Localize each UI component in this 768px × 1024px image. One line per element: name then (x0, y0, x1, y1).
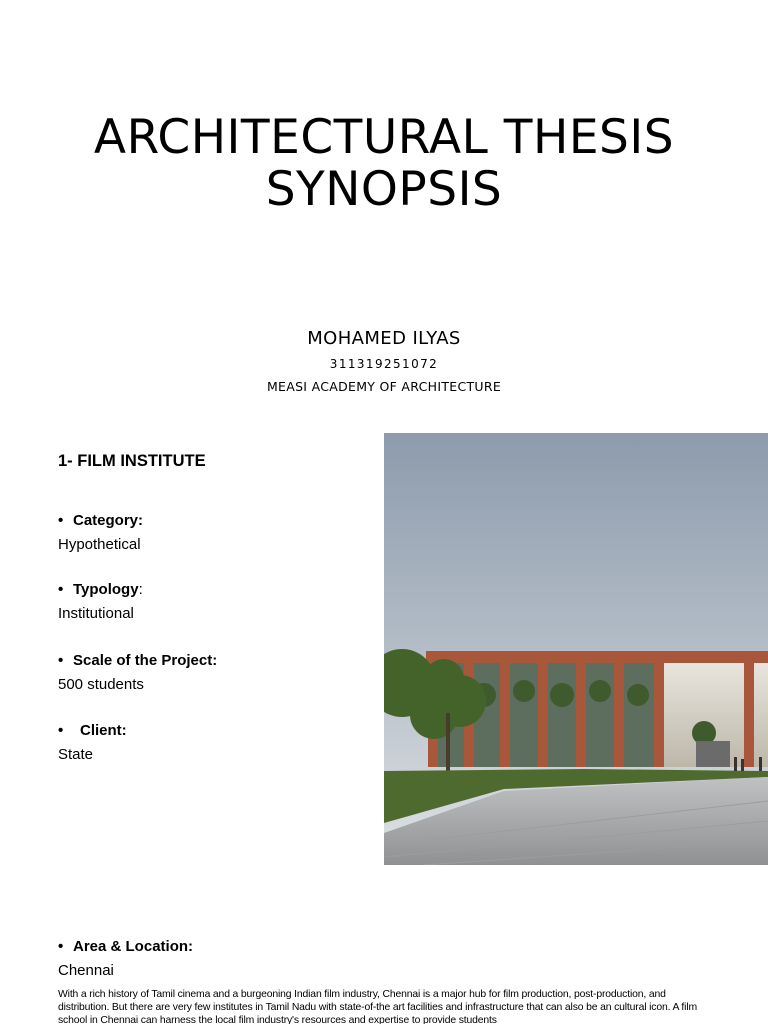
title-line-1: ARCHITECTURAL THESIS (93, 110, 675, 165)
field-label: Typology (73, 581, 139, 598)
field-client (58, 721, 127, 765)
field-label-suffix: : (138, 581, 143, 598)
bullet-icon: • (58, 512, 64, 529)
field-label: Client: (80, 722, 127, 739)
field-typology (58, 580, 143, 624)
author-school: MEASI ACADEMY OF ARCHITECTURE (266, 379, 502, 394)
field-scale (58, 651, 217, 695)
bullet-icon: • (58, 652, 64, 669)
field-value: State (58, 746, 94, 763)
field-category (58, 511, 143, 555)
field-value: Chennai (58, 962, 114, 979)
author-id: 311319251072 (329, 357, 439, 371)
field-label: Scale of the Project: (73, 652, 218, 669)
field-value: Hypothetical (58, 536, 141, 553)
field-label: Category: (73, 512, 144, 529)
field-value: Institutional (58, 605, 134, 622)
field-label: Area & Location: (73, 938, 194, 955)
author-name: MOHAMED ILYAS (307, 328, 461, 349)
document-title (0, 112, 768, 216)
field-value: 500 students (58, 676, 144, 693)
project-heading: 1- FILM INSTITUTE (58, 452, 206, 470)
bullet-icon: • (58, 938, 64, 955)
building-rendering-image (384, 433, 768, 865)
project-description: With a rich history of Tamil cinema and a burgeoning Indian film industry, Chennai is a major hub for film production, post-production, and distribution. But there are very few institutes in Tamil Nadu with state-of-the art facilities and infrastructure that can also be an cultural icon. A film school in Chennai can harness the local film industry's resources and expertise to provide students (58, 989, 697, 1024)
title-line-2: SYNOPSIS (265, 162, 503, 217)
bullet-icon: • (58, 722, 64, 739)
field-area-location (58, 937, 193, 981)
bullet-icon: • (58, 581, 64, 598)
